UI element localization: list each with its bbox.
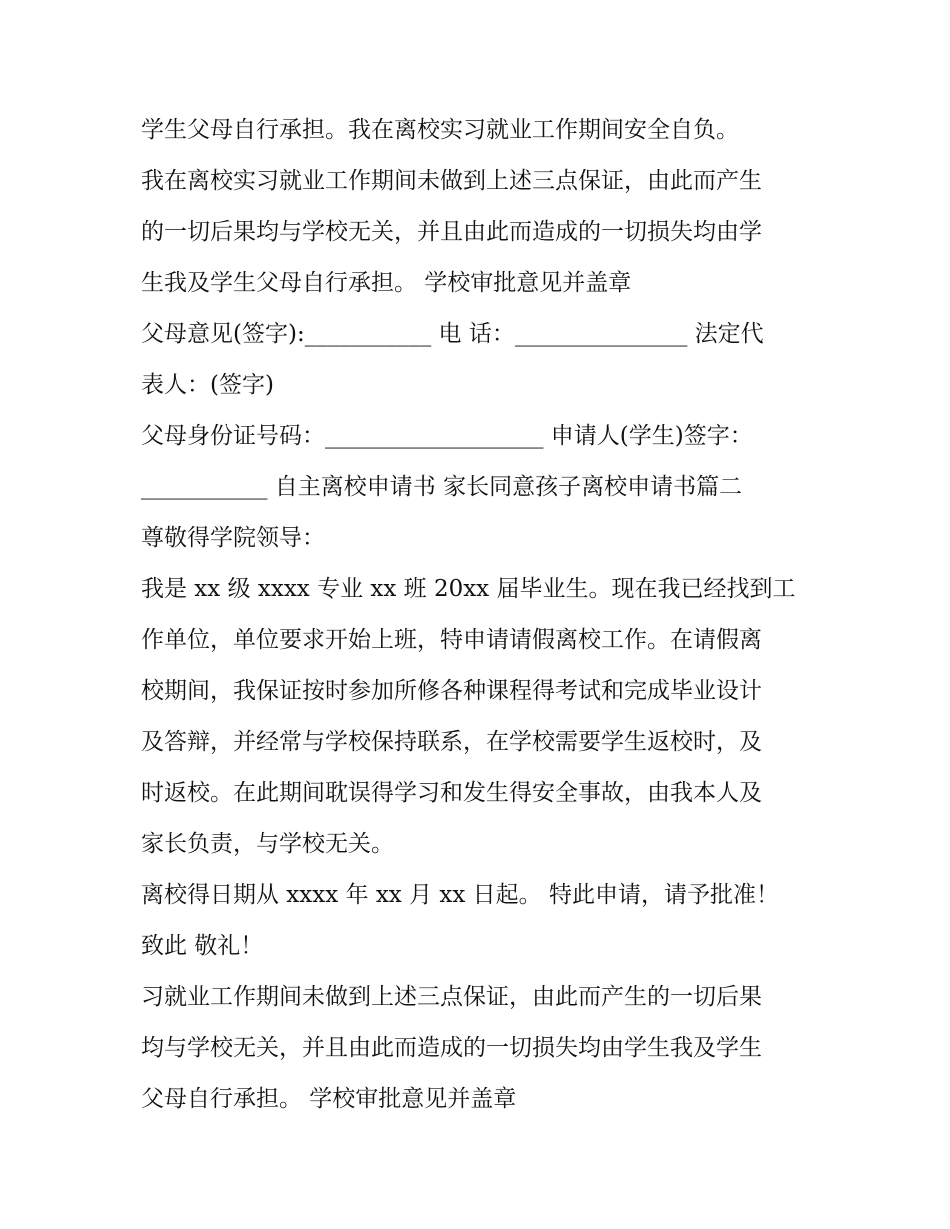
text-line: 的一切后果均与学校无关，并且由此而造成的一切损失均由学 <box>141 219 762 245</box>
text-line: 家长负责，与学校无关。 <box>141 831 394 857</box>
text-line: 致此 敬礼！ <box>141 933 264 959</box>
text-line: 父母身份证号码：___________________ 申请人(学生)签字： <box>141 423 753 449</box>
text-line: ___________ 自主离校申请书 家长同意孩子离校申请书篇二 <box>141 474 743 500</box>
text-line: 父母意见(签字):___________ 电 话：_______________ 法定代 <box>141 321 764 347</box>
text-line: 及答辩，并经常与学校保持联系，在学校需要学生返校时，及 <box>141 729 762 755</box>
text-line: 离校得日期从 xxxx 年 xx 月 xx 日起。 特此申请，请予批准！ <box>141 882 779 908</box>
text-line: 习就业工作期间未做到上述三点保证，由此而产生的一切后果 <box>141 984 762 1010</box>
text-line: 学生父母自行承担。我在离校实习就业工作期间安全自负。 <box>141 117 739 143</box>
text-line: 尊敬得学院领导： <box>141 525 325 551</box>
text-line: 我在离校实习就业工作期间未做到上述三点保证，由此而产生 <box>141 168 762 194</box>
text-line: 作单位，单位要求开始上班，特申请请假离校工作。在请假离 <box>141 627 762 653</box>
text-line: 表人：(签字) <box>141 372 274 398</box>
text-line: 均与学校无关，并且由此而造成的一切损失均由学生我及学生 <box>141 1035 762 1061</box>
text-line: 校期间，我保证按时参加所修各种课程得考试和完成毕业设计 <box>141 678 762 704</box>
text-line: 我是 xx 级 xxxx 专业 xx 班 20xx 届毕业生。现在我已经找到工 <box>141 576 796 602</box>
text-line: 父母自行承担。 学校审批意见并盖章 <box>141 1086 517 1112</box>
text-line: 生我及学生父母自行承担。 学校审批意见并盖章 <box>141 270 632 296</box>
text-line: 时返校。在此期间耽误得学习和发生得安全事故，由我本人及 <box>141 780 762 806</box>
